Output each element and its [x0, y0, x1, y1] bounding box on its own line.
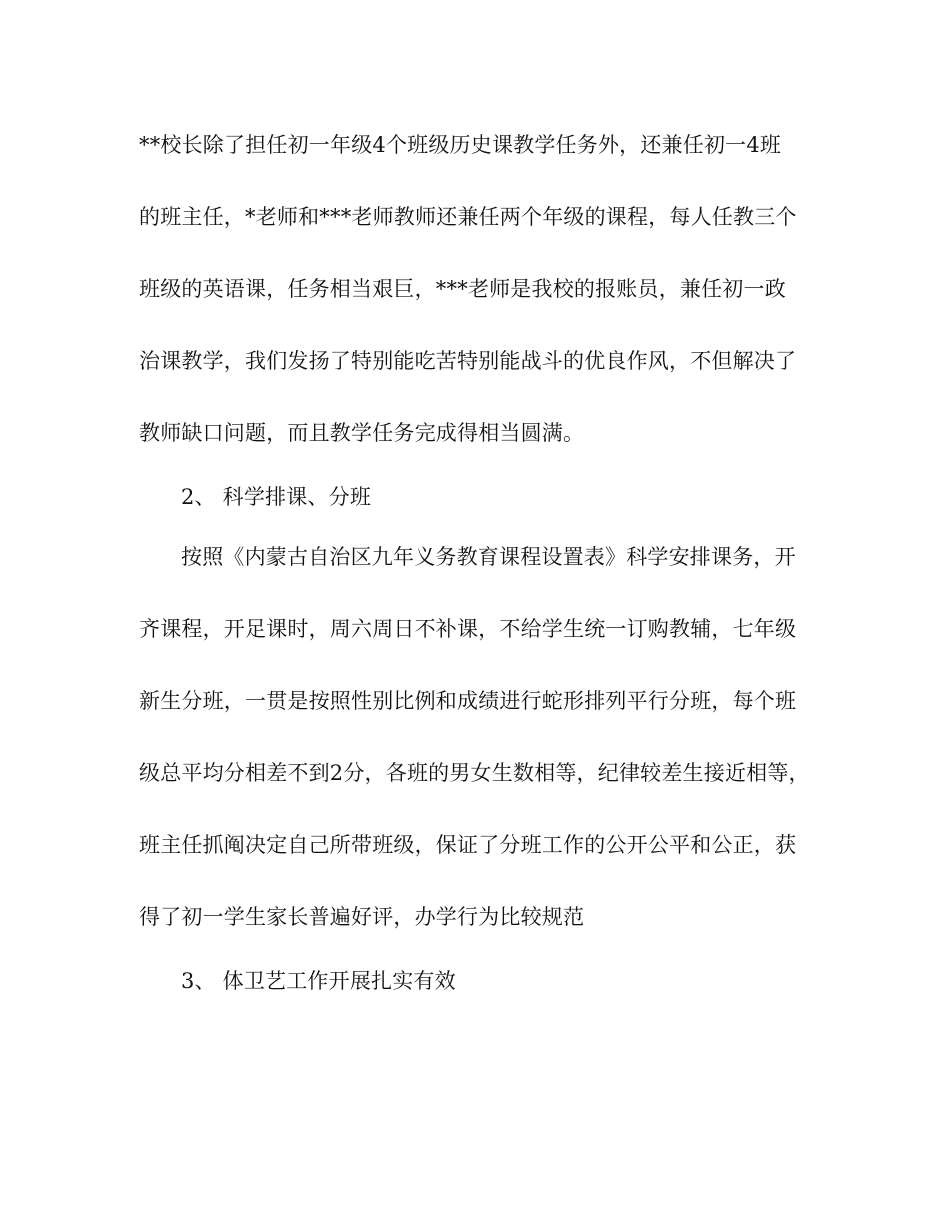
paragraph-line: 新生分班，一贯是按照性别比例和成绩进行蛇形排列平行分班，每个班: [139, 689, 797, 713]
paragraph-line: 教师缺口问题，而且教学任务完成得相当圆满。: [139, 421, 585, 445]
section-heading: 3、 体卫艺工作开展扎实有效: [181, 969, 456, 993]
paragraph-line: 治课教学，我们发扬了特别能吃苦特别能战斗的优良作风，不但解决了: [139, 349, 797, 373]
paragraph-line: 班级的英语课，任务相当艰巨，***老师是我校的报账员，兼任初一政: [139, 277, 786, 301]
paragraph-line: 齐课程，开足课时，周六周日不补课，不给学生统一订购教辅，七年级: [139, 617, 797, 641]
paragraph-line: **校长除了担任初一年级4个班级历史课教学任务外，还兼任初一4班: [139, 133, 782, 157]
paragraph-line: 按照《内蒙古自治区九年义务教育课程设置表》科学安排课务，开: [181, 545, 796, 569]
paragraph-line: 级总平均分相差不到2分，各班的男女生数相等，纪律较差生接近相等，: [139, 761, 810, 785]
section-heading: 2、 科学排课、分班: [181, 485, 372, 509]
paragraph-line: 的班主任，*老师和***老师教师还兼任两个年级的课程，每人任教三个: [139, 205, 797, 229]
paragraph-line: 得了初一学生家长普遍好评，办学行为比较规范: [139, 905, 585, 929]
paragraph-line: 班主任抓阄决定自己所带班级，保证了分班工作的公开公平和公正，获: [139, 833, 797, 857]
